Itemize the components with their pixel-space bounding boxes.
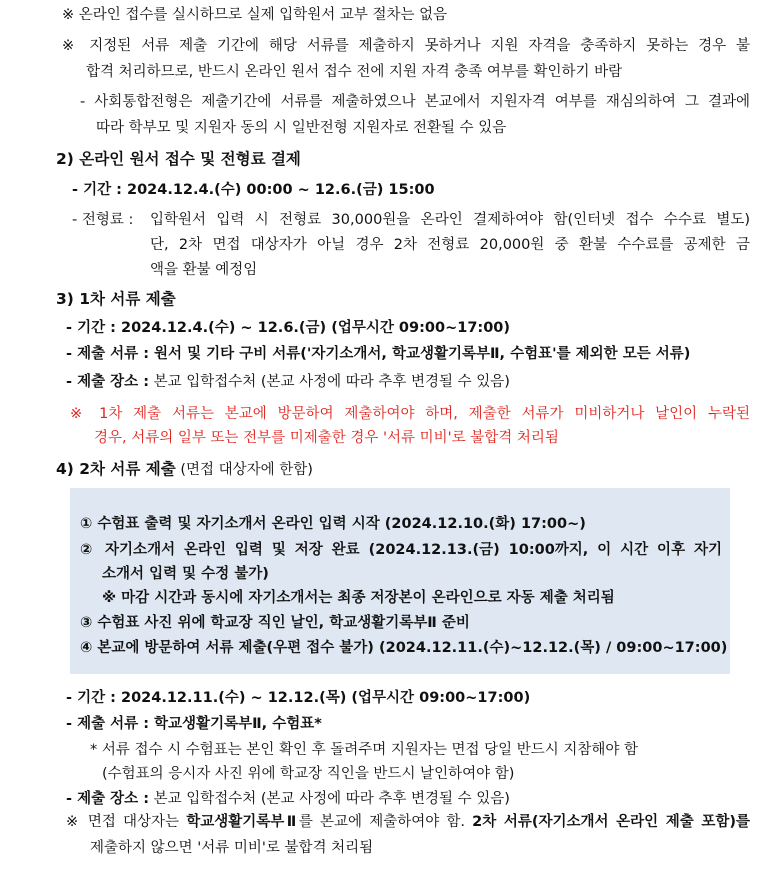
section-4-footnote-2: (수험표의 응시자 사진 위에 학교장 직인을 반드시 날인하여야 함)	[102, 766, 515, 782]
section-4-documents: - 제출 서류 : 학교생활기록부Ⅱ, 수험표*	[66, 716, 322, 732]
note-document-deadline: ※ 지정된 서류 제출 기간에 해당 서류를 제출하지 못하거나 지원 자격을 충족하지 못하는 경우 불	[62, 38, 750, 54]
section-4-final-note-line-1	[66, 810, 750, 835]
note-social-integration-cont: 따라 학부모 및 지원자 동의 시 일반전형 지원자로 전환될 수 있음	[96, 120, 507, 136]
section-4-title-row	[56, 457, 313, 483]
note-document-deadline-cont: 합격 처리하므로, 반드시 온라인 원서 접수 전에 지원 자격 충족 여부를 확인하기 바람	[86, 64, 623, 80]
section-4-title: 4) 2차 서류 제출	[56, 460, 176, 478]
final-note-middle: 를 본교에 제출하여야 함.	[298, 814, 473, 830]
section-3-place-label: - 제출 장소 :	[66, 374, 149, 390]
section-2-fee-line-2: 단, 2차 면접 대상자가 아닐 경우 2차 전형료 20,000원 중 환불 수수료를 공제한 금	[150, 237, 750, 253]
section-2-title: 2) 온라인 원서 접수 및 전형료 결제	[56, 150, 301, 168]
section-3-period: - 기간 : 2024.12.4.(수) ~ 12.6.(금) (업무시간 09:00~17:00)	[66, 320, 511, 336]
final-note-record: 학교생활기록부Ⅱ	[186, 814, 299, 830]
step-2-note: ※ 마감 시간과 동시에 자기소개서는 최종 저장본이 온라인으로 자동 제출 처리됨	[102, 590, 615, 606]
final-note-prefix: ※ 면접 대상자는	[66, 814, 187, 830]
section-4-final-note-line-2: 제출하지 않으면 '서류 미비'로 불합격 처리됨	[90, 840, 374, 856]
note-social-integration: - 사회통합전형은 제출기간에 서류를 제출하였으나 본교에서 지원자격 여부를 재심의하여 그 결과에	[80, 94, 750, 110]
section-3-warning-line-1: ※ 1차 제출 서류는 본교에 방문하여 제출하여야 하며, 제출한 서류가 미비하거나 날인이 누락된	[70, 406, 750, 422]
step-1: ① 수험표 출력 및 자기소개서 온라인 입력 시작 (2024.12.10.(화) 17:00~)	[80, 516, 586, 532]
section-4-place	[66, 787, 510, 812]
section-2-fee-label: - 전형료 :	[72, 212, 134, 228]
final-note-second-docs: 2차 서류(자기소개서 온라인 제출 포함)를	[472, 814, 750, 830]
section-4-footnote-1: * 서류 접수 시 수험표는 본인 확인 후 돌려주며 지원자는 면접 당일 반드시 지참해야 함	[90, 742, 639, 758]
section-4-title-suffix: (면접 대상자에 한함)	[175, 462, 313, 478]
section-4-place-value: 본교 입학접수처 (본교 사정에 따라 추후 변경될 수 있음)	[149, 791, 510, 807]
section-3-title: 3) 1차 서류 제출	[56, 290, 176, 308]
section-3-place	[66, 370, 510, 395]
section-2-fee-line-1: 입학원서 입력 시 전형료 30,000원을 온라인 결제하여야 함(인터넷 접수 수수료 별도)	[150, 212, 750, 228]
section-3-place-value: 본교 입학접수처 (본교 사정에 따라 추후 변경될 수 있음)	[149, 374, 510, 390]
section-2-period: - 기간 : 2024.12.4.(수) 00:00 ~ 12.6.(금) 15:00	[72, 182, 435, 198]
step-4: ④ 본교에 방문하여 서류 제출(우편 접수 불가) (2024.12.11.(수)~12.12.(목) / 09:00~17:00)	[80, 640, 728, 656]
note-no-paper-application: ※ 온라인 접수를 실시하므로 실제 입학원서 교부 절차는 없음	[62, 7, 448, 23]
step-3: ③ 수험표 사진 위에 학교장 직인 날인, 학교생활기록부Ⅱ 준비	[80, 615, 470, 631]
step-2-cont: 소개서 입력 및 수정 불가)	[102, 566, 269, 582]
section-3-warning-line-2: 경우, 서류의 일부 또는 전부를 미제출한 경우 '서류 미비'로 불합격 처리됨	[94, 430, 559, 446]
step-2: ② 자기소개서 온라인 입력 및 저장 완료 (2024.12.13.(금) 10:00까지, 이 시간 이후 자기	[80, 542, 722, 558]
section-3-documents: - 제출 서류 : 원서 및 기타 구비 서류('자기소개서, 학교생활기록부Ⅱ, 수험표'를 제외한 모든 서류)	[66, 346, 691, 362]
section-4-place-label: - 제출 장소 :	[66, 791, 149, 807]
section-4-period: - 기간 : 2024.12.11.(수) ~ 12.12.(목) (업무시간 09:00~17:00)	[66, 690, 531, 706]
section-2-fee-line-3: 액을 환불 예정임	[150, 262, 258, 278]
